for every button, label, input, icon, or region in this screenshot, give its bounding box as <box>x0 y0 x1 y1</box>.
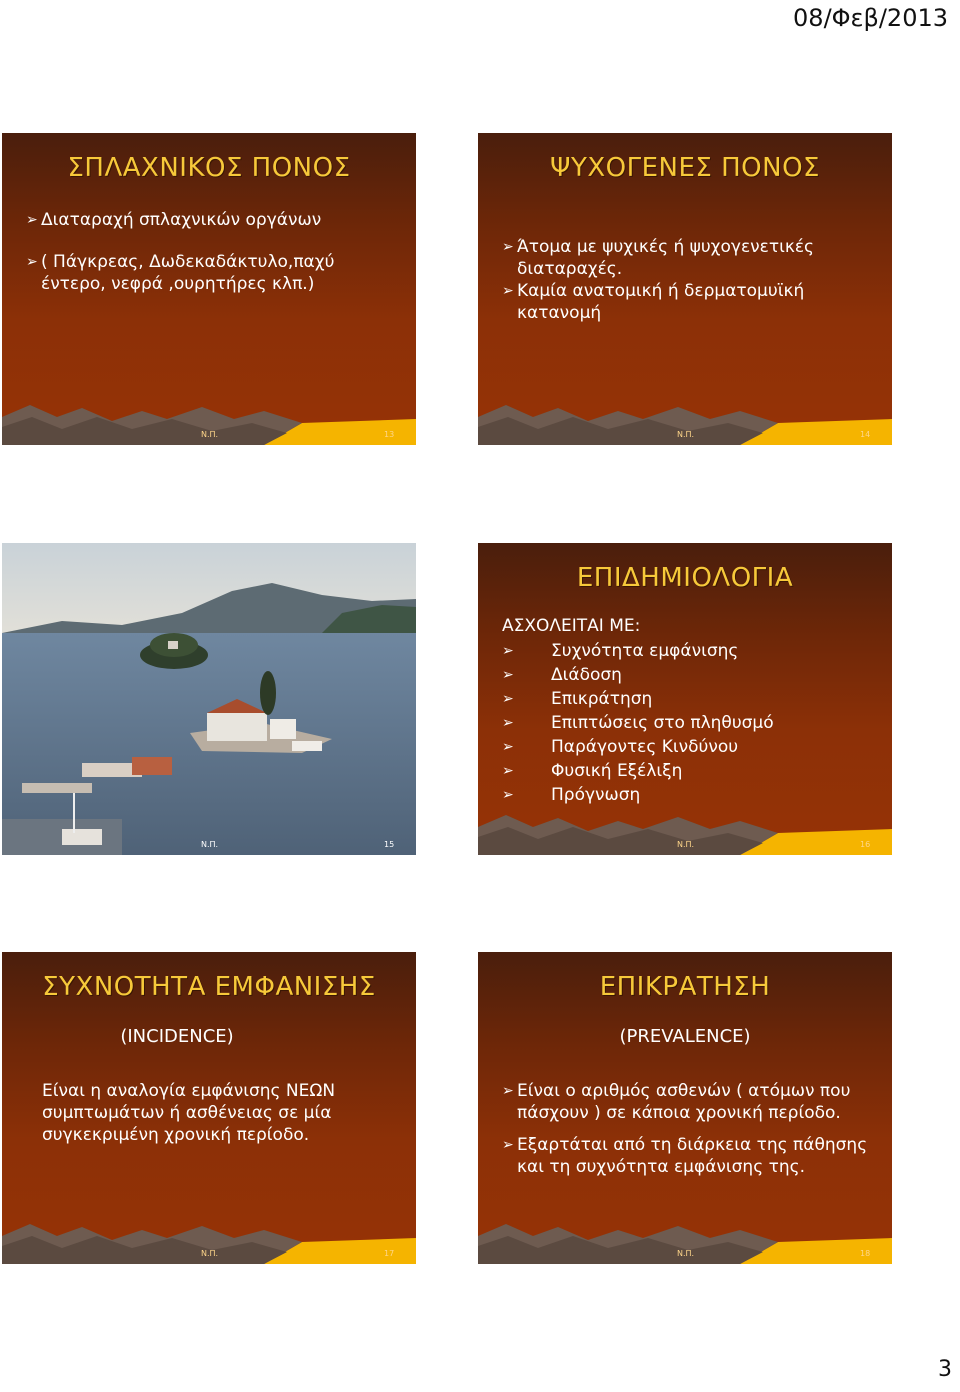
bullet-item: ➢ Φυσική Εξέλιξη <box>502 761 683 781</box>
slide-body <box>502 615 872 806</box>
arrow-bullet-icon: ➢ <box>502 787 514 803</box>
arrow-bullet-icon: ➢ <box>502 643 514 659</box>
arrow-bullet-icon: ➢ <box>502 239 514 255</box>
bullet-item: ➢ Συχνότητα εμφάνισης <box>502 641 739 661</box>
bullet-item: ➢ Επιπτώσεις στο πληθυσμό <box>502 713 774 733</box>
slide-17 <box>2 952 416 1264</box>
slide-subtitle: (PREVALENCE) <box>619 1026 751 1047</box>
bullet-item: ➢ Άτομα με ψυχικές ή ψυχογενετικές διαταραχές. <box>502 237 815 279</box>
slide-15 <box>2 543 416 855</box>
slide-title: ΨΥΧΟΓΕΝΕΣ ΠΟΝΟΣ <box>550 153 820 183</box>
bullet-item: ➢ Εξαρτάται από τη διάρκεια της πάθησης και τη συχνότητα εμφάνισης της. <box>502 1135 868 1177</box>
slide-number: 17 <box>384 1249 395 1258</box>
arrow-bullet-icon: ➢ <box>502 1137 514 1153</box>
bullet-item: ➢ ( Πάγκρεας, Δωδεκαδάκτυλο,παχύ έντερο, νεφρά ,ουρητήρες κλπ.) <box>26 252 335 294</box>
slide-number: 18 <box>860 1249 871 1258</box>
arrow-bullet-icon: ➢ <box>502 691 514 707</box>
footer-author: Ν.Π. <box>677 840 695 849</box>
footer-author: Ν.Π. <box>201 1249 219 1258</box>
bullet-item: ➢ Καμία ανατομική ή δερματομυϊκή κατανομή <box>502 281 805 323</box>
slide-subtitle: (INCIDENCE) <box>120 1026 234 1047</box>
slide-text: Είναι η αναλογία εμφάνισης ΝΕΩΝ συμπτωμάτων ή ασθένειας σε μία συγκεκριμένη χρονική περίοδο. <box>42 1081 336 1145</box>
arrow-bullet-icon: ➢ <box>502 667 514 683</box>
footer-author: Ν.Π. <box>201 840 219 849</box>
slide-number: 13 <box>384 430 395 439</box>
slide-title: ΣΥΧΝΟΤΗΤΑ ΕΜΦΑΝΙΣΗΣ <box>42 972 376 1002</box>
arrow-bullet-icon: ➢ <box>26 254 38 270</box>
slide-body <box>26 209 396 295</box>
arrow-bullet-icon: ➢ <box>502 715 514 731</box>
bullet-item: ➢ Επικράτηση <box>502 689 653 709</box>
footer-author: Ν.Π. <box>201 430 219 439</box>
slide-number: 15 <box>384 840 395 849</box>
arrow-bullet-icon: ➢ <box>502 763 514 779</box>
page-number: 3 <box>938 1357 952 1382</box>
slide-intro: ΑΣΧΟΛΕΙΤΑΙ ΜΕ: <box>502 616 641 636</box>
arrow-bullet-icon: ➢ <box>26 212 38 228</box>
arrow-bullet-icon: ➢ <box>502 283 514 299</box>
bullet-item: ➢ Πρόγνωση <box>502 785 641 805</box>
header-date: 08/Φεβ/2013 <box>793 4 948 32</box>
slide-body <box>502 1080 872 1178</box>
arrow-bullet-icon: ➢ <box>502 1083 514 1099</box>
slide-title: ΣΠΛΑΧΝΙΚΟΣ ΠΟΝΟΣ <box>67 153 351 183</box>
bullet-item: ➢ Είναι ο αριθμός ασθενών ( ατόμων που πάσχουν ) σε κάποια χρονική περίοδο. <box>502 1081 851 1123</box>
slide-number: 14 <box>860 430 871 439</box>
slide-title: ΕΠΙΔΗΜΙΟΛΟΓΙΑ <box>576 563 794 593</box>
footer-author: Ν.Π. <box>677 1249 695 1258</box>
bullet-item: ➢ Παράγοντες Κινδύνου <box>502 737 739 757</box>
slide-16 <box>478 543 892 855</box>
slide-13 <box>2 133 416 445</box>
arrow-bullet-icon: ➢ <box>502 739 514 755</box>
footer-author: Ν.Π. <box>677 430 695 439</box>
island-monastery-photo <box>2 543 416 855</box>
slide-body <box>502 236 872 324</box>
slide-body <box>42 1080 386 1146</box>
slide-18 <box>478 952 892 1264</box>
slide-title: ΕΠΙΚΡΑΤΗΣΗ <box>599 972 771 1002</box>
bullet-item: ➢ Διάδοση <box>502 665 622 685</box>
slide-14 <box>478 133 892 445</box>
slide-number: 16 <box>860 840 871 849</box>
bullet-item: ➢ Διαταραχή σπλαχνικών οργάνων <box>26 210 322 230</box>
